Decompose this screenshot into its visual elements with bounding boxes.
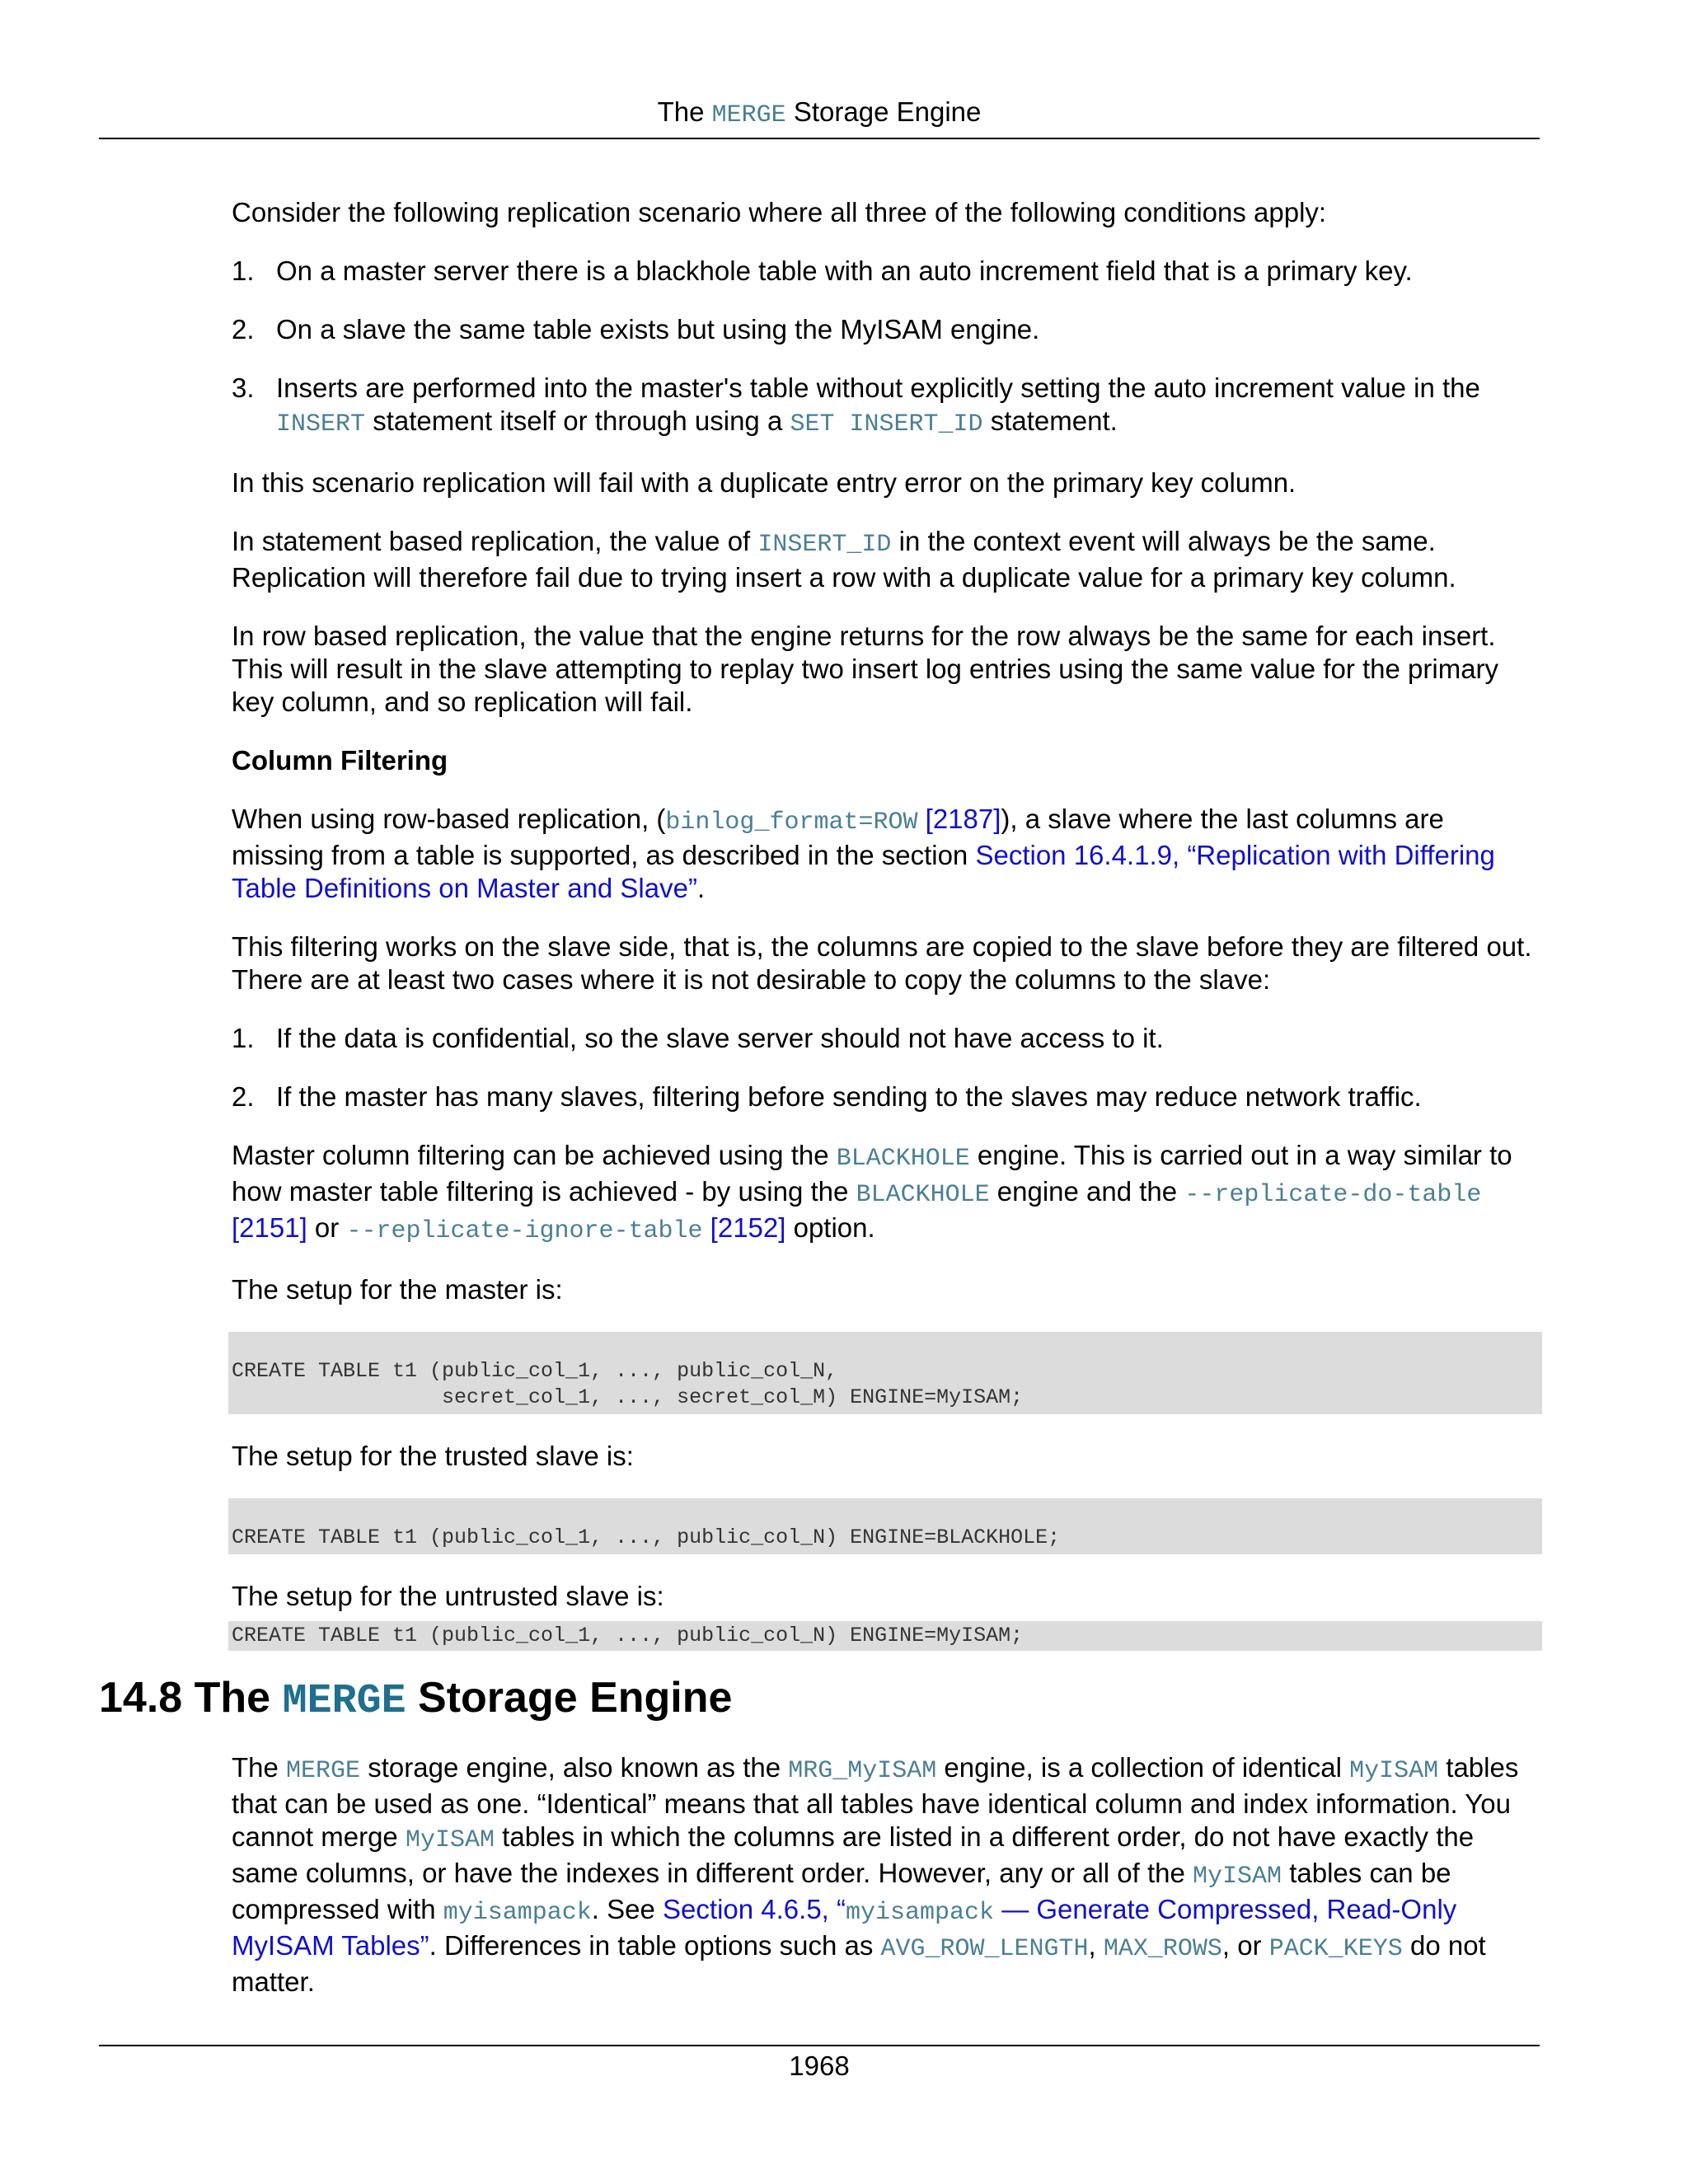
page-ref-link[interactable]: [2151] [232, 1212, 307, 1243]
master-filter-paragraph: Master column filtering can be achieved using the BLACKHOLE engine. This is carried out in a way similar to how master table filtering is achieved - by using the BLACKHOLE engine and the --replicate-do-table [2151] or --replicate-ignore-table [2152] option. [232, 1140, 1512, 1245]
inline-code: MyISAM [1193, 1863, 1282, 1891]
list-text: Inserts are performed into the master's table without explicitly setting the auto increment value in the [276, 373, 1480, 403]
inline-code: SET INSERT_ID [790, 410, 983, 438]
list-text: statement itself or through using a [365, 405, 790, 436]
list-text: On a slave the same table exists but using the MyISAM engine. [276, 314, 1040, 344]
inline-code: MyISAM [1349, 1757, 1439, 1785]
footer-rule [99, 2045, 1540, 2046]
list-item [232, 1080, 1542, 1113]
list-item [232, 1022, 1542, 1055]
header-text-end: Storage Engine [785, 96, 982, 127]
statement-based-paragraph: In statement based replication, the value of INSERT_ID in the context event will always be the same. Replication will therefore fail due to trying insert a row with a duplicate value for a primary key column. [232, 526, 1456, 593]
list-item [232, 255, 1542, 288]
list-number: 1. [232, 255, 255, 286]
subsection-heading: Column Filtering [232, 745, 448, 776]
list-number: 1. [232, 1023, 255, 1053]
code-block-trusted: CREATE TABLE t1 (public_col_1, ..., public_col_N) ENGINE=BLACKHOLE; [228, 1498, 1542, 1554]
inline-code: MRG_MyISAM [788, 1757, 937, 1785]
section-link[interactable]: Section 16.4.1.9, “Replication with Differing Table Definitions on Master and Slave” [232, 840, 1495, 903]
list-item [232, 372, 1542, 441]
inline-code: INSERT [276, 410, 366, 438]
list-number: 2. [232, 314, 255, 344]
list-number: 2. [232, 1081, 255, 1112]
setup-trusted-label: The setup for the trusted slave is: [232, 1441, 634, 1471]
header-rule [99, 138, 1540, 139]
list-text: If the data is confidential, so the slave server should not have access to it. [276, 1023, 1164, 1053]
inline-code: --replicate-ignore-table [346, 1217, 703, 1245]
section-heading: 14.8 The MERGE Storage Engine [99, 1674, 733, 1725]
list-number: 3. [232, 373, 255, 403]
page-number: 1968 [789, 2050, 850, 2081]
header-text: The [657, 96, 712, 127]
page-ref-link[interactable]: [2152] [702, 1212, 786, 1243]
filter-slave-paragraph: This filtering works on the slave side, that is, the columns are copied to the slave before they are filtered out. There are at least two cases where it is not desirable to copy the columns to the slave: [232, 931, 1532, 995]
code-block-master: CREATE TABLE t1 (public_col_1, ..., public_col_N, secret_col_1, ..., secret_col_M) ENGINE=MyISAM; [228, 1332, 1542, 1414]
inline-code: BLACKHOLE [856, 1181, 990, 1209]
setup-untrusted-label: The setup for the untrusted slave is: [232, 1581, 664, 1611]
inline-code: MERGE [286, 1757, 361, 1785]
inline-code: PACK_KEYS [1268, 1935, 1403, 1963]
inline-code: BLACKHOLE [836, 1145, 970, 1173]
list-text: statement. [982, 405, 1118, 436]
list-text: If the master has many slaves, filtering before sending to the slaves may reduce network traffic. [276, 1081, 1422, 1112]
merge-intro-paragraph: The MERGE storage engine, also known as the MRG_MyISAM engine, is a collection of identical MyISAM tables that can be used as one. “Identical” means that all tables have identical column and index information. You cannot merge MyISAM tables in which the columns are listed in a different order, do not have exactly the same columns, or have the indexes in different order. However, any or all of the MyISAM tables can be compressed with myisampack. See Section 4.6.5, “myisampack — Generate Compressed, Read-Only MyISAM Tables”. Differences in table options such as AVG_ROW_LENGTH, MAX_ROWS, or PACK_KEYS do not matter. [232, 1752, 1519, 1997]
inline-code: binlog_format=ROW [665, 808, 918, 837]
row-based-paragraph: In row based replication, the value that the engine returns for the row always be the same for each insert. This will result in the slave attempting to replay two insert log entries using the same value for the primary key column, and so replication will fail. [232, 621, 1499, 717]
failure-paragraph: In this scenario replication will fail with a duplicate entry error on the primary key column. [232, 467, 1296, 498]
inline-code: myisampack [443, 1899, 592, 1927]
inline-code: MAX_ROWS [1103, 1935, 1222, 1963]
inline-code: AVG_ROW_LENGTH [880, 1935, 1089, 1963]
section-link[interactable]: Section 4.6.5, “myisampack — Generate Compressed, Read-Only MyISAM Tables” [232, 1894, 1457, 1961]
inline-code: --replicate-do-table [1184, 1181, 1482, 1209]
page-ref-link[interactable]: [2187] [917, 804, 1001, 834]
intro-paragraph: Consider the following replication scenario where all three of the following conditions apply: [232, 197, 1327, 227]
list-text: On a master server there is a blackhole table with an auto increment field that is a primary key. [276, 255, 1413, 286]
cases-list [232, 1022, 1542, 1113]
inline-code: MyISAM [405, 1826, 495, 1854]
section-body [232, 1751, 1542, 2024]
row-based-filter-paragraph: When using row-based replication, (binlog_format=ROW [2187]), a slave where the last columns are missing from a table is supported, as described in the section Section 16.4.1.9, “Replication with Differing Table Definitions on Master and Slave”. [232, 804, 1495, 903]
inline-code: INSERT_ID [757, 531, 892, 559]
conditions-list [232, 255, 1542, 441]
page-content [232, 196, 1542, 1676]
list-item [232, 313, 1542, 346]
heading-code: MERGE [282, 1678, 406, 1725]
setup-master-label: The setup for the master is: [232, 1274, 563, 1305]
code-block-untrusted: CREATE TABLE t1 (public_col_1, ..., public_col_N) ENGINE=MyISAM; [228, 1621, 1542, 1651]
header-code: MERGE [711, 101, 786, 129]
running-header [0, 96, 1639, 132]
